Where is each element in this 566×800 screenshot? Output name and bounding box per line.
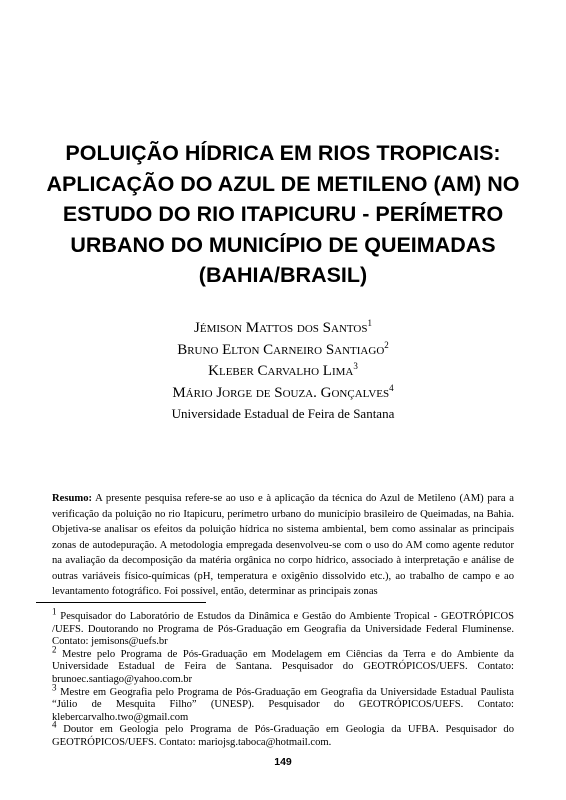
footnote-text: Mestre em Geografia pelo Programa de Pós-Graduação em Geografia da Universidade Estadual Paulista “Júlio de Mesquita Filho” (UNESP). Pesquisador do GEOTRÓPICOS/UEFS. Contato: klebercarvalho.two@gmail.com (52, 686, 514, 723)
author-footnote-mark[interactable]: 1 (367, 318, 372, 328)
author-name: Jémison Mattos dos Santos (194, 320, 368, 336)
author-block (40, 318, 526, 422)
article-title (40, 138, 526, 291)
author-footnote-mark[interactable]: 4 (389, 382, 394, 393)
footnotes (52, 606, 514, 750)
author-line (40, 361, 526, 383)
title-line: ESTUDO DO RIO ITAPICURU - PERÍMETRO (62, 202, 504, 226)
author-name: Mário Jorge de Souza. Gonçalves (172, 384, 390, 401)
footnote (52, 644, 514, 687)
title-line: APLICAÇÃO DO AZUL DE METILENO (AM) NO (46, 171, 520, 196)
footnote (52, 719, 514, 749)
footnote-mark: 3 (52, 682, 57, 693)
abstract-label: Resumo: (52, 493, 93, 504)
footnote-text: Pesquisador do Laboratório de Estudos da Dinâmica e Gestão do Ambiente Tropical - GEOTRÓPICOS /UEFS. Doutorando no Programa de Pós-Graduação em Geografia da Universidade Federal Fluminense. Contato: jemisons@uefs.br (52, 611, 514, 648)
footnote-mark: 4 (52, 719, 57, 730)
footnote-text: Mestre pelo Programa de Pós-Graduação em Modelagem em Ciências da Terra e do Ambiente da Universidade Estadual de Feira de Santana. Pesquisador do GEOTRÓPICOS/UEFS. Contato: brunoec.santiago@yahoo.com.br (52, 648, 514, 685)
author-line (40, 318, 526, 340)
footnote-text: Doutor em Geologia pelo Programa de Pós-Graduação em Geologia da UFBA. Pesquisador do GEOTRÓPICOS/UEFS. Contato: mariojsg.taboca@hotmail.com. (52, 724, 514, 748)
title-line: (BAHIA/BRASIL) (198, 263, 368, 287)
author-footnote-mark[interactable]: 2 (384, 339, 389, 350)
page-number: 149 (274, 756, 292, 768)
footnote-mark: 1 (52, 606, 57, 617)
footnote-separator (36, 602, 206, 603)
author-footnote-mark[interactable]: 3 (353, 361, 358, 371)
abstract (52, 491, 514, 597)
author-name: Bruno Elton Carneiro Santiago (177, 341, 385, 358)
title-line: URBANO DO MUNICÍPIO DE QUEIMADAS (70, 232, 496, 257)
affiliation: Universidade Estadual de Feira de Santana (171, 406, 395, 421)
footnote (52, 606, 514, 649)
abstract-text: A presente pesquisa refere-se ao uso e à aplicação da técnica do Azul de Metileno (AM) para a verificação da poluição no rio Itapicuru, perímetro urbano do município brasileiro de Queimadas, na Bahia. Objetiva-se analisar os efeitos da poluição hídrica no sistema ambiental, bem como assinalar as principais zonas de autodepuração. A metodologia empregada desenvolveu-se com o uso do AM como agente redutor na avaliação da decomposição da matéria orgânica no corpo hídrico, associado à interpretação e análise de outras variáveis físico-químicas (pH, temperatura e oxigênio dissolvido etc.), ao trabalho de campo e ao levantamento fotográfico. Foi possível, então, determinar as principais zonas (52, 493, 514, 597)
author-name: Kleber Carvalho Lima (208, 363, 354, 379)
author-line (40, 340, 526, 362)
title-line: POLUIÇÃO HÍDRICA EM RIOS TROPICAIS: (65, 141, 501, 165)
footnote (52, 682, 514, 725)
author-line (40, 383, 526, 405)
footnote-mark: 2 (52, 644, 57, 655)
